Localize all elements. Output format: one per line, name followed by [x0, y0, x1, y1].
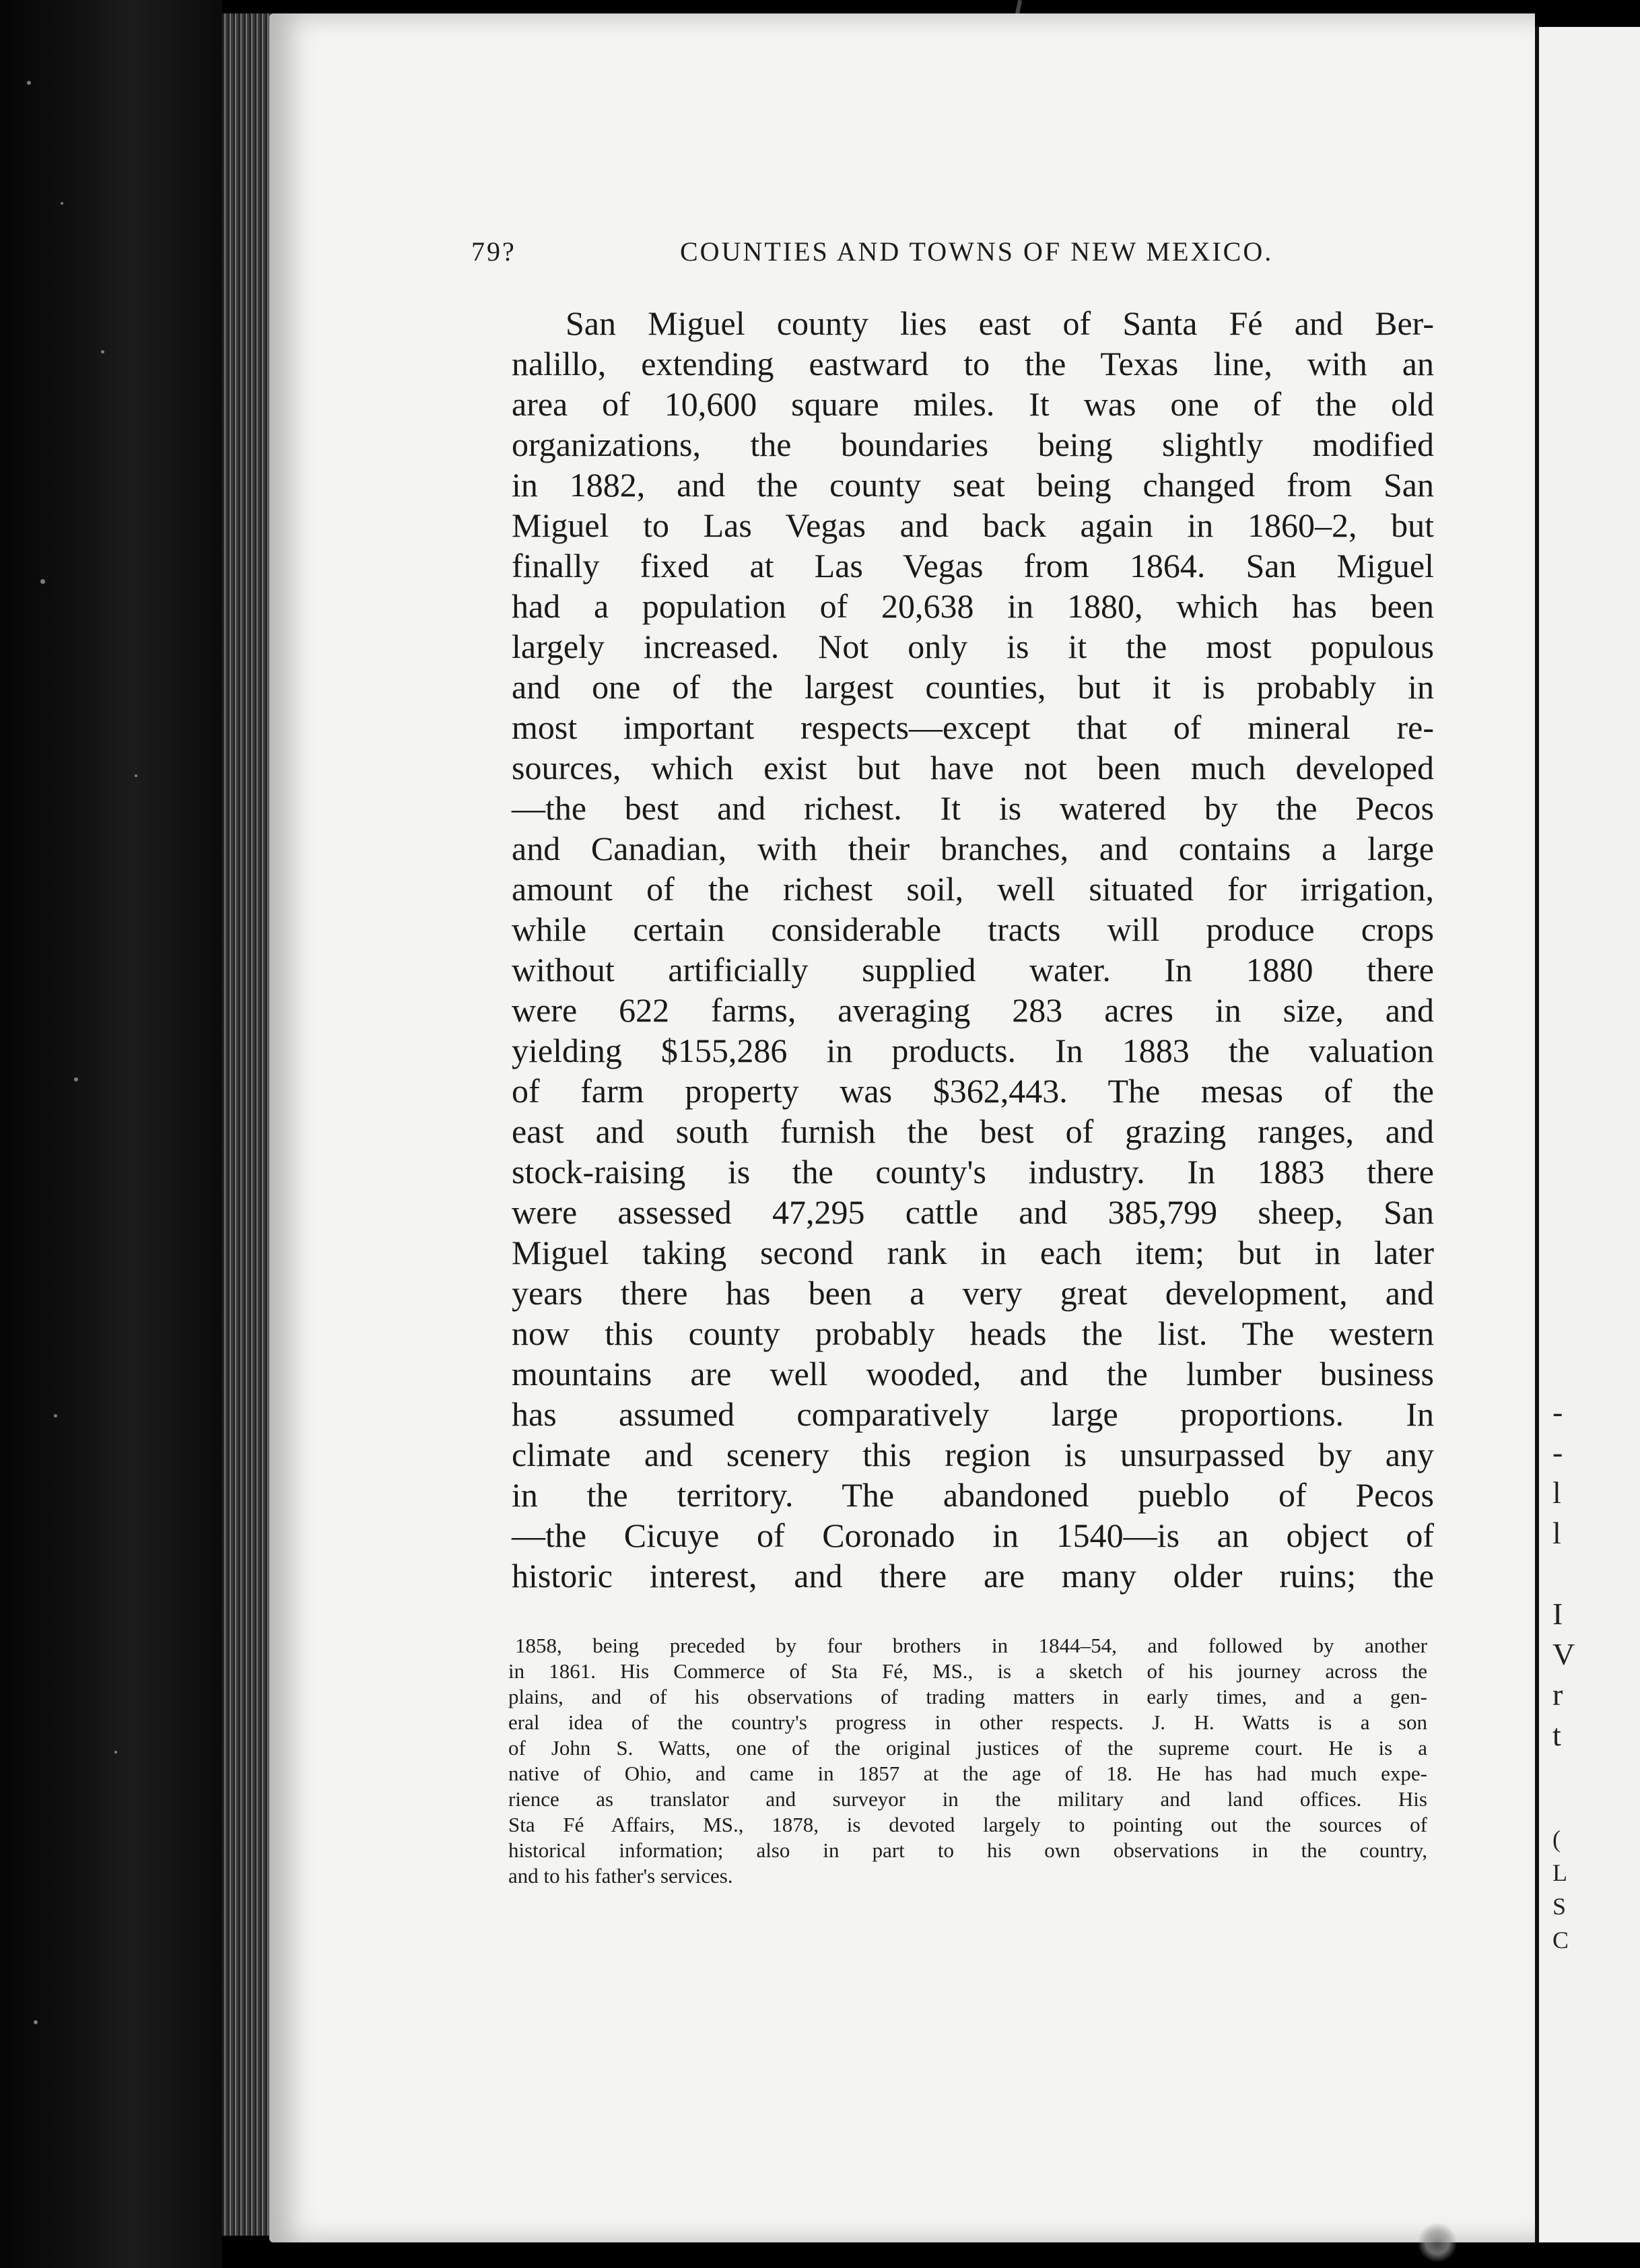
- body-line: —the Cicuye of Coronado in 1540—is an object of: [512, 1516, 1434, 1554]
- footnote-line: native of Ohio, and came in 1857 at the age of 18. He has had much expe-: [508, 1762, 1427, 1785]
- body-text: [512, 303, 1434, 1596]
- body-line: while certain considerable tracts will produce crops: [512, 910, 1434, 948]
- body-line: without artificially supplied water. In 1880 there: [512, 951, 1434, 989]
- spine-speck: [34, 2020, 38, 2024]
- body-line: in the territory. The abandoned pueblo of Pecos: [512, 1476, 1434, 1514]
- next-page-fragment: L: [1552, 1859, 1567, 1886]
- body-line: yielding $155,286 in products. In 1883 the valuation: [512, 1032, 1434, 1069]
- page-blot: [1417, 2222, 1458, 2263]
- footnote-line: of John S. Watts, one of the original justices of the supreme court. He is a: [508, 1736, 1427, 1760]
- footnote-line: 1858, being preceded by four brothers in 1844–54, and followed by another: [515, 1634, 1427, 1657]
- body-line: now this county probably heads the list. The western: [512, 1314, 1434, 1352]
- book-spine: [0, 0, 222, 2268]
- next-page-fragment: -: [1552, 1395, 1563, 1429]
- next-page-fragment: C: [1552, 1927, 1569, 1954]
- body-line: amount of the richest soil, well situated for irrigation,: [512, 870, 1434, 908]
- body-line: largely increased. Not only is it the most populous: [512, 628, 1434, 665]
- spine-speck: [54, 1414, 57, 1418]
- spine-speck: [114, 1751, 117, 1754]
- body-line: Miguel taking second rank in each item; but in later: [512, 1234, 1434, 1271]
- body-line: and Canadian, with their branches, and contains a large: [512, 830, 1434, 867]
- footnote-line: rience as translator and surveyor in the military and land offices. His: [508, 1787, 1427, 1811]
- next-page-fragment: -: [1552, 1435, 1563, 1469]
- footnote-line: historical information; also in part to his own observations in the country,: [508, 1838, 1427, 1862]
- body-line: organizations, the boundaries being slightly modified: [512, 426, 1434, 463]
- footnote-line: Sta Fé Affairs, MS., 1878, is devoted largely to pointing out the sources of: [508, 1813, 1427, 1836]
- footnote-line: and to his father's services.: [508, 1864, 733, 1888]
- body-line: —the best and richest. It is watered by the Pecos: [512, 789, 1434, 827]
- body-line: were 622 farms, averaging 283 acres in size, and: [512, 991, 1434, 1029]
- next-page-fragment: (: [1552, 1826, 1561, 1853]
- spine-speck: [27, 81, 31, 85]
- body-line: mountains are well wooded, and the lumber business: [512, 1355, 1434, 1393]
- footnote-line: in 1861. His Commerce of Sta Fé, MS., is a sketch of his journey across the: [508, 1659, 1427, 1683]
- body-line: had a population of 20,638 in 1880, which has been: [512, 587, 1434, 625]
- body-line: Miguel to Las Vegas and back again in 1860–2, but: [512, 506, 1434, 544]
- footnote: [508, 1633, 1427, 1889]
- footnote-line: plains, and of his observations of trading matters in early times, and a gen-: [508, 1685, 1427, 1708]
- spine-speck: [61, 202, 63, 205]
- body-line: nalillo, extending eastward to the Texas line, with an: [512, 345, 1434, 382]
- body-line: finally fixed at Las Vegas from 1864. San Miguel: [512, 547, 1434, 585]
- body-line: were assessed 47,295 cattle and 385,799 sheep, San: [512, 1193, 1434, 1231]
- next-page-fragment: r: [1552, 1677, 1563, 1712]
- body-line: sources, which exist but have not been much developed: [512, 749, 1434, 787]
- spine-speck: [101, 350, 104, 354]
- footnote-line: eral idea of the country's progress in other respects. J. H. Watts is a son: [508, 1710, 1427, 1734]
- next-page-fragment: l: [1552, 1516, 1561, 1550]
- next-page-fragment: S: [1552, 1893, 1567, 1920]
- body-line: years there has been a very great development, and: [512, 1274, 1434, 1312]
- next-page-fragment: l: [1552, 1475, 1561, 1510]
- body-line: of farm property was $362,443. The mesas of the: [512, 1072, 1434, 1110]
- body-line: climate and scenery this region is unsurpassed by any: [512, 1436, 1434, 1473]
- spine-speck: [40, 579, 45, 584]
- body-line: area of 10,600 square miles. It was one of the old: [512, 385, 1434, 423]
- body-line: has assumed comparatively large proportions. In: [512, 1395, 1434, 1433]
- next-page-edge: [1535, 27, 1640, 2242]
- body-line: in 1882, and the county seat being changed from San: [512, 466, 1434, 504]
- body-line: east and south furnish the best of grazing ranges, and: [512, 1112, 1434, 1150]
- body-line: stock-raising is the county's industry. In 1883 there: [512, 1153, 1434, 1191]
- body-line: most important respects—except that of mineral re-: [512, 708, 1434, 746]
- next-page-fragment: t: [1552, 1718, 1561, 1752]
- spine-speck: [135, 774, 137, 777]
- body-line: historic interest, and there are many older ruins; the: [512, 1557, 1434, 1595]
- body-line: San Miguel county lies east of Santa Fé and Ber-: [566, 304, 1434, 342]
- body-line: and one of the largest counties, but it is probably in: [512, 668, 1434, 706]
- next-page-fragment: I: [1552, 1597, 1563, 1631]
- running-title: COUNTIES AND TOWNS OF NEW MEXICO.: [680, 236, 1274, 267]
- next-page-fragment: V: [1552, 1637, 1575, 1671]
- page-number: 79?: [471, 236, 516, 267]
- spine-speck: [74, 1077, 78, 1081]
